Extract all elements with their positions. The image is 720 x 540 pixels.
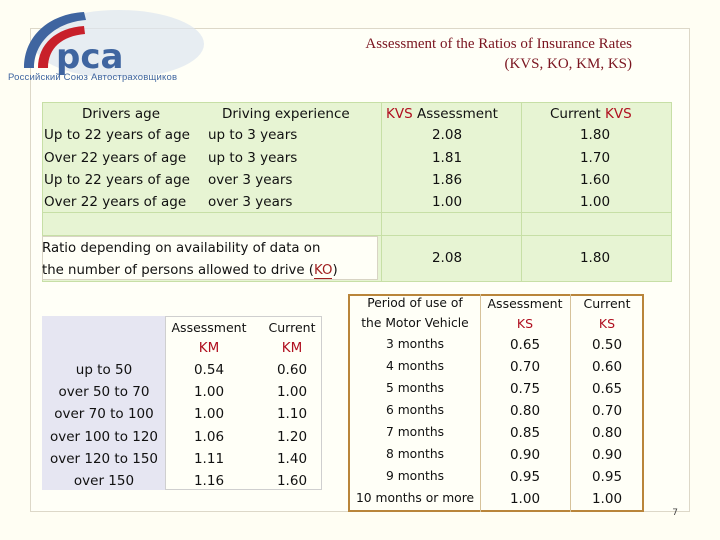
ko-line-1: Ratio depending on availability of data on <box>42 241 321 256</box>
title-line-1: Assessment of the Ratios of Insurance Rates <box>365 36 632 52</box>
ko-current: 1.80 <box>579 250 611 266</box>
kvs-assessment: 2.08 <box>431 127 463 143</box>
kvs-age: Over 22 years of age <box>44 150 187 166</box>
ks-period: 4 months <box>385 359 445 373</box>
ks-current: 0.65 <box>591 381 623 397</box>
km-current: 1.20 <box>276 429 308 445</box>
ks-current: 0.80 <box>591 425 623 441</box>
km-assessment: 1.00 <box>193 406 225 422</box>
km-header-assessment-code: KM <box>198 340 220 356</box>
ks-assessment: 0.90 <box>509 447 541 463</box>
kvs-age: Up to 22 years of age <box>44 127 190 143</box>
km-current: 1.10 <box>276 406 308 422</box>
header-drivers-age: Drivers age <box>82 106 161 122</box>
header-driving-experience: Driving experience <box>222 106 350 122</box>
ks-assessment: 0.65 <box>509 337 541 353</box>
km-assessment: 1.06 <box>193 429 225 445</box>
ks-current: 0.95 <box>591 469 623 485</box>
km-label: up to 50 <box>75 362 133 378</box>
km-current: 0.60 <box>276 362 308 378</box>
kvs-age: Up to 22 years of age <box>44 172 190 188</box>
ko-code: KO <box>313 263 333 278</box>
kvs-assessment: 1.86 <box>431 172 463 188</box>
header-current-kvs: Current KVS <box>550 106 632 122</box>
title-line-2: (KVS, KO, KM, KS) <box>504 56 632 72</box>
kvs-current: 1.60 <box>579 172 611 188</box>
kvs-col-divider <box>521 102 522 282</box>
kvs-assessment: 1.81 <box>431 150 463 166</box>
ks-current: 0.90 <box>591 447 623 463</box>
ks-header-period-2: the Motor Vehicle <box>361 316 469 330</box>
ks-period: 10 months or more <box>355 491 475 505</box>
ko-assessment: 2.08 <box>431 250 463 266</box>
ks-header-period-1: Period of use of <box>367 296 463 310</box>
kvs-experience: over 3 years <box>208 194 293 210</box>
ks-current: 0.70 <box>591 403 623 419</box>
ks-current: 0.60 <box>591 359 623 375</box>
km-current: 1.60 <box>276 473 308 489</box>
km-label: over 50 to 70 <box>58 384 150 400</box>
km-header-current: Current <box>268 320 316 335</box>
ks-header-assessment: Assessment <box>487 296 563 311</box>
km-current: 1.00 <box>276 384 308 400</box>
ks-header-current-code: KS <box>598 316 616 331</box>
ko-description <box>42 238 374 282</box>
header-kvs-assessment: KVS Assessment <box>386 106 498 122</box>
km-assessment: 1.11 <box>193 451 225 467</box>
ks-period: 5 months <box>385 381 445 395</box>
ks-period: 9 months <box>385 469 445 483</box>
ks-period: 3 months <box>385 337 445 351</box>
page-title <box>365 34 632 74</box>
kvs-divider <box>42 212 672 213</box>
ks-assessment: 0.85 <box>509 425 541 441</box>
kvs-experience: up to 3 years <box>208 150 298 166</box>
km-header-assessment: Assessment <box>171 320 247 335</box>
kvs-current: 1.00 <box>579 194 611 210</box>
km-current: 1.40 <box>276 451 308 467</box>
kvs-current: 1.80 <box>579 127 611 143</box>
ko-line-2: the number of persons allowed to drive (KO) <box>42 263 338 278</box>
kvs-current: 1.70 <box>579 150 611 166</box>
km-header-current-code: KM <box>281 340 303 356</box>
kvs-age: Over 22 years of age <box>44 194 187 210</box>
km-assessment: 1.16 <box>193 473 225 489</box>
logo-caption: Российский Союз Автостраховщиков <box>8 72 178 83</box>
kvs-experience: up to 3 years <box>208 127 298 143</box>
ks-current: 1.00 <box>591 491 623 507</box>
ks-assessment: 1.00 <box>509 491 541 507</box>
kvs-experience: over 3 years <box>208 172 293 188</box>
ks-assessment: 0.80 <box>509 403 541 419</box>
ks-period: 8 months <box>385 447 445 461</box>
ks-period: 6 months <box>385 403 445 417</box>
ks-current: 0.50 <box>591 337 623 353</box>
kvs-assessment: 1.00 <box>431 194 463 210</box>
ks-assessment: 0.95 <box>509 469 541 485</box>
km-assessment: 1.00 <box>193 384 225 400</box>
km-label: over 150 <box>73 473 135 489</box>
logo-brand: рса <box>56 37 124 77</box>
page-number: 7 <box>672 508 678 518</box>
km-assessment: 0.54 <box>193 362 225 378</box>
kvs-col-divider <box>381 102 382 282</box>
ks-assessment: 0.70 <box>509 359 541 375</box>
km-label: over 120 to 150 <box>49 451 159 467</box>
km-label: over 100 to 120 <box>49 429 159 445</box>
ks-assessment: 0.75 <box>509 381 541 397</box>
ks-header-assessment-code: KS <box>516 316 534 331</box>
km-label: over 70 to 100 <box>54 406 154 422</box>
ks-period: 7 months <box>385 425 445 439</box>
ks-header-current: Current <box>583 296 631 311</box>
